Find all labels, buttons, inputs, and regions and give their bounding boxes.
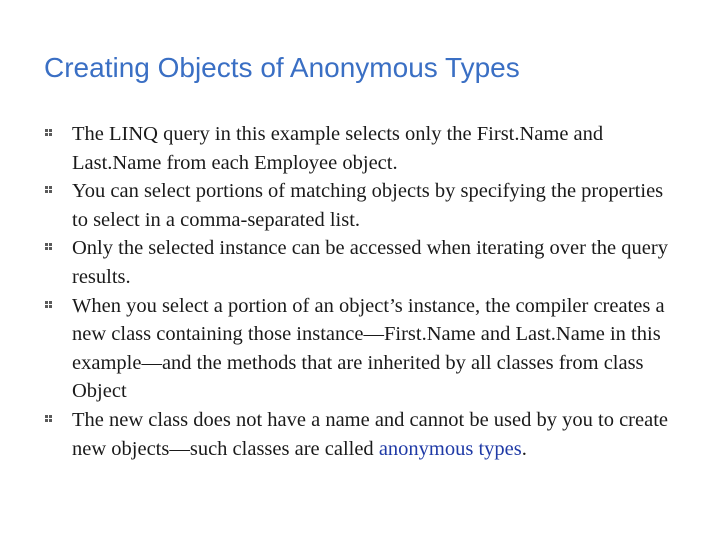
bullet-text: The LINQ query in this example selects only the First.Name and Last.Name from each Employee object. xyxy=(72,123,604,174)
bullet-item xyxy=(44,292,684,406)
bullet-item xyxy=(44,234,684,291)
bullet-item xyxy=(44,406,684,463)
anonymous-types-term: anonymous types xyxy=(378,437,522,460)
square-bullet-icon xyxy=(44,242,54,254)
bullet-text: You can select portions of matching objects by specifying the properties to select in a comma-separated list. xyxy=(72,180,664,231)
slide-title: Creating Objects of Anonymous Types xyxy=(44,52,520,83)
bullet-item xyxy=(44,120,684,177)
bullet-text: When you select a portion of an object’s instance, the compiler creates a new class containing those instance—First.Name and Last.Name in this example—and the methods that are inherited by all classes from class Object xyxy=(72,294,665,403)
bullet-item xyxy=(44,177,684,234)
bullet-list xyxy=(44,120,684,463)
square-bullet-icon xyxy=(44,300,54,312)
bullet-text: Only the selected instance can be accessed when iterating over the query results. xyxy=(72,237,668,288)
bullet-text-after: . xyxy=(521,437,527,460)
square-bullet-icon xyxy=(44,185,54,197)
square-bullet-icon xyxy=(44,414,54,426)
square-bullet-icon xyxy=(44,128,54,140)
bullet-text-before: The new class does not have a name and cannot be used by you to create new objects—such classes are called xyxy=(72,408,668,460)
